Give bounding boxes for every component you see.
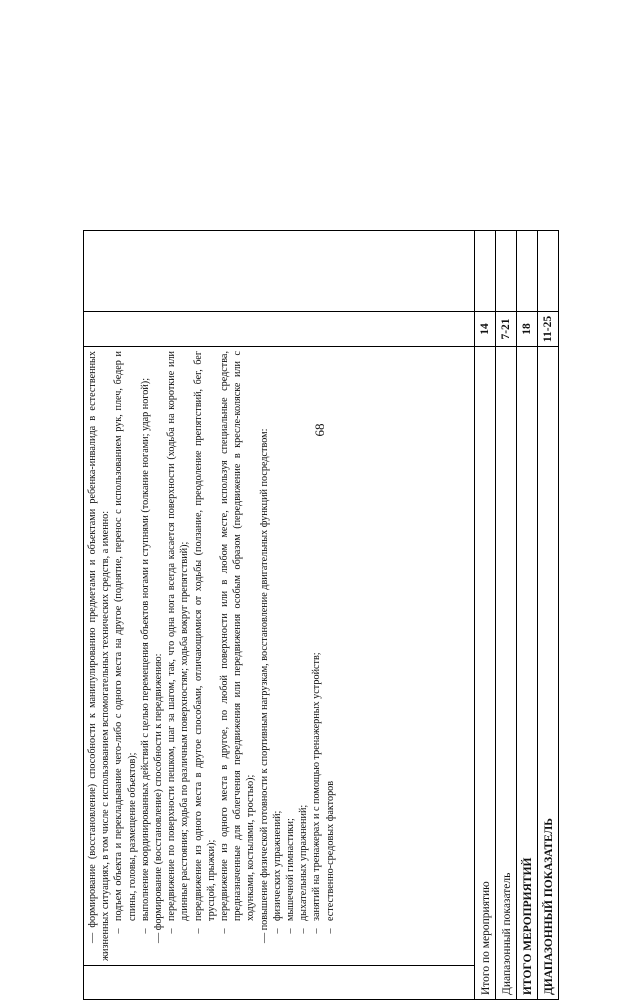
empty-cell: [475, 231, 496, 312]
list-text: мышечной гимнастики;: [285, 818, 297, 921]
content-row: [84, 231, 475, 1000]
content-cell: [84, 347, 475, 966]
empty-cell: [84, 231, 475, 312]
dash-mark: –: [166, 928, 178, 934]
sport-list-item: [310, 351, 323, 961]
subitem-text: передвижение по поверхности пешком, шаг за шагом, так, что одна нога всегда касается поверхности (ходьба на короткие или длинные расстояния; ходьба по различным поверхностям; ходьба вокруг препятствий);: [166, 351, 191, 921]
sport-list-item: [297, 351, 310, 961]
list-text: физических упражнений;: [271, 810, 283, 921]
dash-mark: –: [298, 928, 310, 934]
total-label: Итого по мероприятию: [475, 347, 496, 1000]
grand-range-label: ДИАПАЗОННЫЙ ПОКАЗАТЕЛЬ: [538, 347, 559, 1000]
movement-subitem: [192, 351, 218, 961]
subitem-text: передвижение из одного места в другое, по любой поверхности или в любом месте, используя специальные средства, предназначенные для облегчения передвижения или передвижения особым образом (передвижение в кресле-коляске или с ходунками, костылями, тростью);: [219, 351, 257, 921]
page-number: 68: [312, 423, 327, 437]
dash-mark: –: [271, 928, 283, 934]
range-row: [496, 231, 517, 1000]
range-label: Диапазонный показатель: [496, 347, 517, 1000]
intro-paragraph: — формирование (восстановление) способности к манипулированию предметами и объектами ребенка-инвалида в естественных жизненных ситуациях, в том числе с использованием вспомогательных технических средств, а именно:: [87, 351, 112, 961]
dash-mark: –: [113, 928, 125, 934]
grand-total-label: ИТОГО МЕРОПРИЯТИЙ: [517, 347, 538, 1000]
grand-range-row: [538, 231, 559, 1000]
value-cell: [84, 312, 475, 347]
dash-mark: –: [285, 928, 297, 934]
list-text: занятий на тренажерах и с помощью тренажерных устройств;: [311, 652, 323, 921]
subitem-text: передвижение из одного места в другое способами, отличающимися от ходьбы (ползание, преодоление препятствий, бег, бег трусцой, прыжки);: [192, 351, 217, 921]
dash-mark: –: [324, 928, 336, 934]
range-value: 7-21: [496, 312, 517, 347]
intro-subitem: [112, 351, 138, 961]
grand-total-row: [517, 231, 538, 1000]
total-row: [475, 231, 496, 1000]
rotated-table-wrapper: [83, 230, 553, 1000]
subitem-text: выполнение координированных действий с целью перемещения объектов ногами и ступнями (толкание ногами; удар ногой);: [139, 377, 151, 921]
dash-mark: –: [219, 928, 231, 934]
dash-mark: –: [192, 928, 204, 934]
sport-list-item: [284, 351, 297, 961]
empty-cell: [496, 231, 517, 312]
intro-subitem: [139, 351, 152, 961]
dash-mark: –: [139, 928, 151, 934]
list-text: дыхательных упражнений;: [298, 804, 310, 921]
dash-mark: –: [311, 928, 323, 934]
total-value: 14: [475, 312, 496, 347]
grand-range-value: 11-25: [538, 312, 559, 347]
empty-cell: [84, 966, 475, 1000]
sport-list-item: [271, 351, 284, 961]
empty-cell: [538, 231, 559, 312]
movement-subitem: [218, 351, 258, 961]
movement-subitem: [165, 351, 191, 961]
movement-heading: — формирование (восстановление) способности к передвижению:: [153, 653, 165, 943]
list-text: естественно-средовых факторов: [324, 780, 336, 921]
empty-cell: [517, 231, 538, 312]
measures-table: [83, 230, 559, 1000]
grand-total-value: 18: [517, 312, 538, 347]
subitem-text: подъем объекта и перекладывание чего-либо с одного места на другое (поднятие, перенос с использованием рук, плеч, бедер и спины, головы, размещение объектов);: [113, 351, 138, 921]
sport-list-item: [324, 351, 337, 961]
sport-heading: — повышение физической готовности к спортивным нагрузкам, восстановление двигательных функций посредством:: [258, 428, 270, 943]
